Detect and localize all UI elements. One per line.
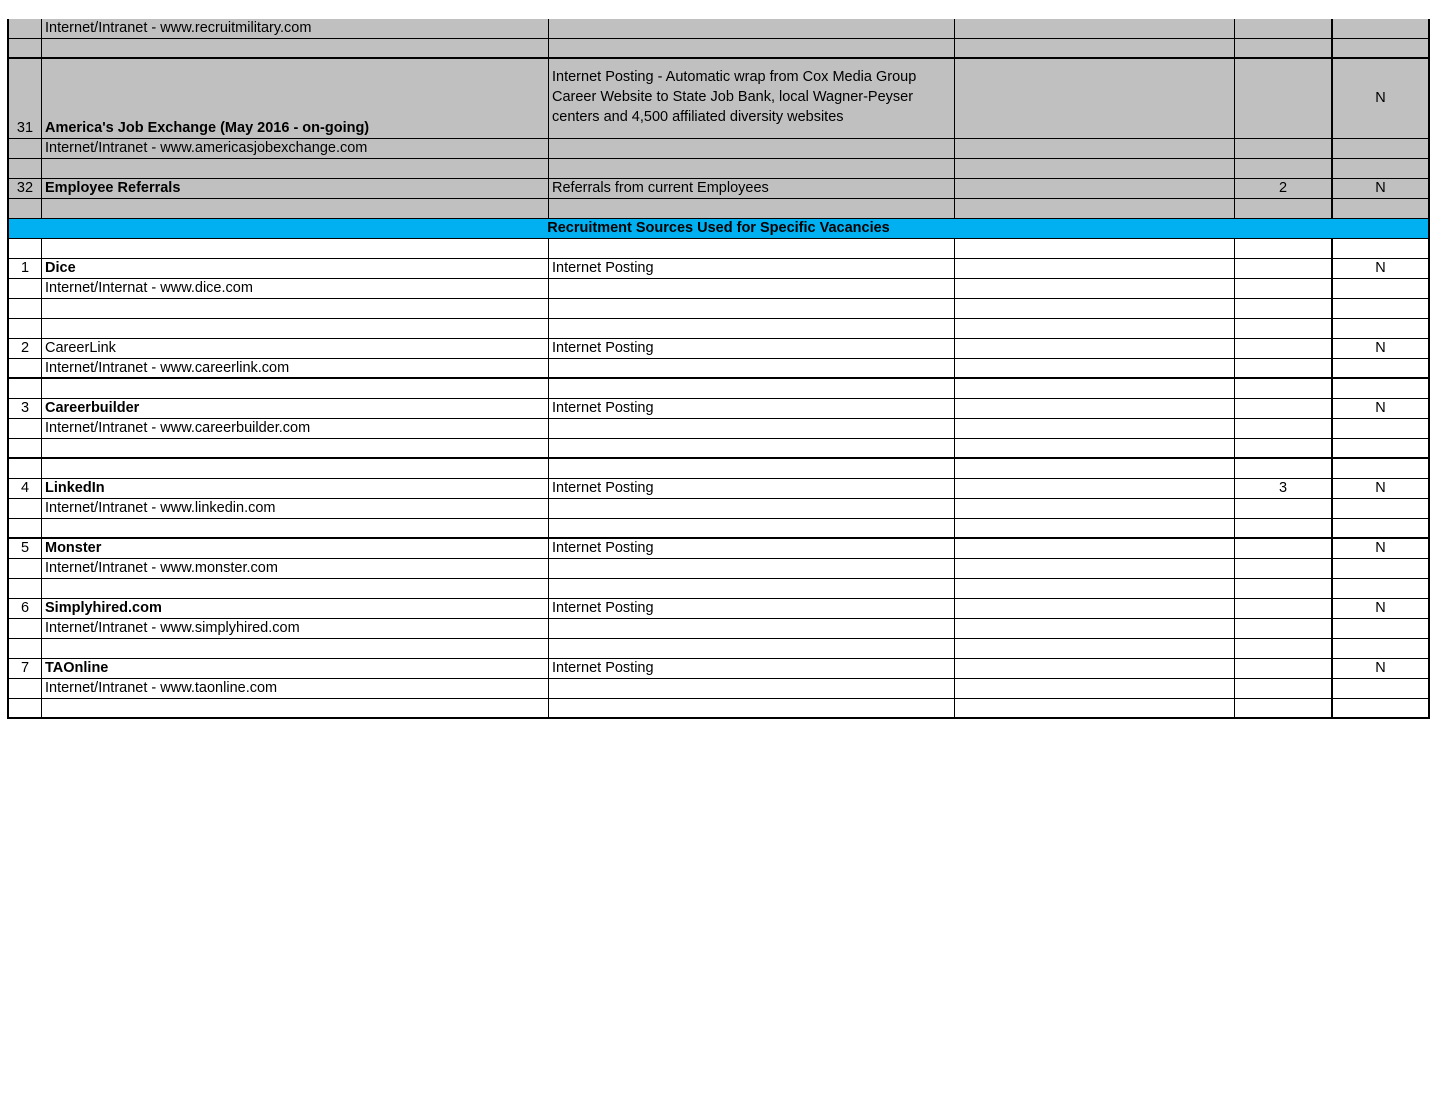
description-cell: Internet Posting xyxy=(549,599,955,618)
table-row xyxy=(7,279,1430,299)
description-cell xyxy=(549,459,955,478)
description-cell xyxy=(549,159,955,178)
table-row xyxy=(7,579,1430,599)
notes-cell xyxy=(955,539,1235,558)
description-cell xyxy=(549,419,955,438)
source-cell: Internet/Intranet - www.careerlink.com xyxy=(42,359,549,377)
table-row xyxy=(7,499,1430,519)
flag-cell xyxy=(1333,39,1430,57)
source-cell: TAOnline xyxy=(42,659,549,678)
source-cell: Internet/Internat - www.dice.com xyxy=(42,279,549,298)
count-cell xyxy=(1235,279,1333,298)
count-cell xyxy=(1235,39,1333,57)
section-banner-title: Recruitment Sources Used for Specific Vacancies xyxy=(7,219,1430,238)
source-cell: America's Job Exchange (May 2016 - on-going) xyxy=(42,59,549,138)
notes-cell xyxy=(955,499,1235,518)
notes-cell xyxy=(955,699,1235,717)
count-cell: 3 xyxy=(1235,479,1333,498)
row-number xyxy=(7,39,42,57)
table-row xyxy=(7,679,1430,699)
description-cell xyxy=(549,199,955,218)
count-cell xyxy=(1235,519,1333,537)
flag-cell xyxy=(1333,559,1430,578)
flag-cell: N xyxy=(1333,599,1430,618)
description-cell: Referrals from current Employees xyxy=(549,179,955,198)
table-row xyxy=(7,559,1430,579)
count-cell xyxy=(1235,399,1333,418)
source-cell: Internet/Intranet - www.simplyhired.com xyxy=(42,619,549,638)
row-number: 31 xyxy=(7,59,42,138)
notes-cell xyxy=(955,139,1235,158)
source-cell: Internet/Intranet - www.americasjobexchange.com xyxy=(42,139,549,158)
flag-cell xyxy=(1333,379,1430,398)
row-number xyxy=(7,379,42,398)
flag-cell xyxy=(1333,279,1430,298)
row-number: 6 xyxy=(7,599,42,618)
source-cell xyxy=(42,519,549,537)
row-number xyxy=(7,639,42,658)
source-cell: Dice xyxy=(42,259,549,278)
source-cell: Employee Referrals xyxy=(42,179,549,198)
count-cell xyxy=(1235,359,1333,377)
count-cell xyxy=(1235,459,1333,478)
row-number: 2 xyxy=(7,339,42,358)
table-row xyxy=(7,299,1430,319)
notes-cell xyxy=(955,479,1235,498)
source-cell: Internet/Intranet - www.linkedin.com xyxy=(42,499,549,518)
flag-cell: N xyxy=(1333,59,1430,138)
table-row xyxy=(7,599,1430,619)
table-row xyxy=(7,459,1430,479)
notes-cell xyxy=(955,639,1235,658)
notes-cell xyxy=(955,199,1235,218)
source-cell: Internet/Intranet - www.recruitmilitary.com xyxy=(42,19,549,38)
count-cell xyxy=(1235,619,1333,638)
table-row xyxy=(7,199,1430,219)
row-number xyxy=(7,439,42,457)
source-cell xyxy=(42,639,549,658)
flag-cell xyxy=(1333,699,1430,717)
count-cell xyxy=(1235,499,1333,518)
flag-cell xyxy=(1333,619,1430,638)
count-cell xyxy=(1235,379,1333,398)
notes-cell xyxy=(955,279,1235,298)
count-cell xyxy=(1235,259,1333,278)
flag-cell xyxy=(1333,579,1430,598)
count-cell xyxy=(1235,139,1333,158)
description-cell xyxy=(549,579,955,598)
row-number xyxy=(7,239,42,258)
description-cell xyxy=(549,299,955,318)
description-cell xyxy=(549,279,955,298)
source-cell: Monster xyxy=(42,539,549,558)
count-cell xyxy=(1235,599,1333,618)
count-cell xyxy=(1235,59,1333,138)
row-number xyxy=(7,559,42,578)
table-row xyxy=(7,479,1430,499)
count-cell xyxy=(1235,659,1333,678)
table-row xyxy=(7,339,1430,359)
description-cell: Internet Posting xyxy=(549,479,955,498)
source-cell xyxy=(42,39,549,57)
flag-cell xyxy=(1333,679,1430,698)
flag-cell xyxy=(1333,499,1430,518)
flag-cell xyxy=(1333,359,1430,377)
table-row xyxy=(7,699,1430,719)
source-cell xyxy=(42,319,549,338)
description-cell xyxy=(549,559,955,578)
notes-cell xyxy=(955,679,1235,698)
notes-cell xyxy=(955,439,1235,457)
flag-cell: N xyxy=(1333,259,1430,278)
source-cell: Internet/Intranet - www.taonline.com xyxy=(42,679,549,698)
count-cell xyxy=(1235,299,1333,318)
description-cell: Internet Posting xyxy=(549,659,955,678)
notes-cell xyxy=(955,319,1235,338)
notes-cell xyxy=(955,659,1235,678)
row-number: 3 xyxy=(7,399,42,418)
notes-cell xyxy=(955,159,1235,178)
flag-cell xyxy=(1333,139,1430,158)
source-cell: Internet/Intranet - www.monster.com xyxy=(42,559,549,578)
source-cell xyxy=(42,239,549,258)
table-row xyxy=(7,399,1430,419)
section-banner xyxy=(7,219,1430,239)
flag-cell: N xyxy=(1333,399,1430,418)
source-cell xyxy=(42,199,549,218)
notes-cell xyxy=(955,179,1235,198)
notes-cell xyxy=(955,559,1235,578)
flag-cell: N xyxy=(1333,659,1430,678)
row-number xyxy=(7,419,42,438)
row-number xyxy=(7,319,42,338)
description-cell xyxy=(549,319,955,338)
count-cell: 2 xyxy=(1235,179,1333,198)
recruitment-sources-table xyxy=(7,19,1430,719)
count-cell xyxy=(1235,679,1333,698)
description-cell: Internet Posting xyxy=(549,339,955,358)
row-number xyxy=(7,699,42,717)
notes-cell xyxy=(955,59,1235,138)
row-number xyxy=(7,159,42,178)
flag-cell xyxy=(1333,639,1430,658)
description-cell xyxy=(549,379,955,398)
table-row xyxy=(7,659,1430,679)
table-row xyxy=(7,139,1430,159)
flag-cell: N xyxy=(1333,339,1430,358)
table-row xyxy=(7,19,1430,39)
count-cell xyxy=(1235,319,1333,338)
flag-cell xyxy=(1333,239,1430,258)
flag-cell xyxy=(1333,19,1430,38)
notes-cell xyxy=(955,619,1235,638)
source-cell: LinkedIn xyxy=(42,479,549,498)
count-cell xyxy=(1235,579,1333,598)
source-cell xyxy=(42,439,549,457)
table-row xyxy=(7,639,1430,659)
table-row xyxy=(7,39,1430,59)
description-cell xyxy=(549,439,955,457)
notes-cell xyxy=(955,19,1235,38)
count-cell xyxy=(1235,419,1333,438)
description-cell xyxy=(549,519,955,537)
source-cell xyxy=(42,379,549,398)
notes-cell xyxy=(955,359,1235,377)
notes-cell xyxy=(955,599,1235,618)
flag-cell xyxy=(1333,459,1430,478)
table-row xyxy=(7,419,1430,439)
row-number xyxy=(7,359,42,377)
row-number xyxy=(7,519,42,537)
description-cell xyxy=(549,699,955,717)
count-cell xyxy=(1235,159,1333,178)
notes-cell xyxy=(955,39,1235,57)
description-cell: Internet Posting xyxy=(549,399,955,418)
notes-cell xyxy=(955,379,1235,398)
row-number xyxy=(7,19,42,38)
source-cell: Careerbuilder xyxy=(42,399,549,418)
description-cell: Internet Posting xyxy=(549,259,955,278)
table-row xyxy=(7,619,1430,639)
source-cell xyxy=(42,699,549,717)
count-cell xyxy=(1235,339,1333,358)
flag-cell: N xyxy=(1333,479,1430,498)
count-cell xyxy=(1235,539,1333,558)
description-cell xyxy=(549,139,955,158)
row-number xyxy=(7,579,42,598)
table-row xyxy=(7,239,1430,259)
notes-cell xyxy=(955,259,1235,278)
notes-cell xyxy=(955,519,1235,537)
flag-cell xyxy=(1333,519,1430,537)
row-number: 5 xyxy=(7,539,42,558)
count-cell xyxy=(1235,559,1333,578)
description-cell xyxy=(549,679,955,698)
flag-cell xyxy=(1333,199,1430,218)
flag-cell xyxy=(1333,299,1430,318)
flag-cell: N xyxy=(1333,179,1430,198)
description-cell: Internet Posting xyxy=(549,539,955,558)
count-cell xyxy=(1235,639,1333,658)
row-number xyxy=(7,679,42,698)
source-cell: Simplyhired.com xyxy=(42,599,549,618)
flag-cell xyxy=(1333,419,1430,438)
flag-cell: N xyxy=(1333,539,1430,558)
description-cell xyxy=(549,359,955,377)
source-cell xyxy=(42,459,549,478)
notes-cell xyxy=(955,459,1235,478)
notes-cell xyxy=(955,579,1235,598)
notes-cell xyxy=(955,299,1235,318)
count-cell xyxy=(1235,19,1333,38)
notes-cell xyxy=(955,239,1235,258)
notes-cell xyxy=(955,399,1235,418)
row-number xyxy=(7,299,42,318)
source-cell xyxy=(42,299,549,318)
table-row xyxy=(7,179,1430,199)
count-cell xyxy=(1235,199,1333,218)
description-cell xyxy=(549,39,955,57)
notes-cell xyxy=(955,339,1235,358)
row-number: 32 xyxy=(7,179,42,198)
description-cell: Internet Posting - Automatic wrap from Cox Media Group Career Website to State Job Bank, local Wagner-Peyser centers and 4,500 affiliated diversity websites xyxy=(549,59,955,138)
table-row xyxy=(7,259,1430,279)
row-number xyxy=(7,279,42,298)
table-row xyxy=(7,539,1430,559)
table-row xyxy=(7,359,1430,379)
row-number xyxy=(7,459,42,478)
row-number: 4 xyxy=(7,479,42,498)
table-row xyxy=(7,379,1430,399)
description-cell xyxy=(549,499,955,518)
source-cell xyxy=(42,579,549,598)
table-row xyxy=(7,519,1430,539)
description-cell xyxy=(549,239,955,258)
notes-cell xyxy=(955,419,1235,438)
row-number: 7 xyxy=(7,659,42,678)
source-cell: Internet/Intranet - www.careerbuilder.com xyxy=(42,419,549,438)
source-cell xyxy=(42,159,549,178)
source-cell: CareerLink xyxy=(42,339,549,358)
count-cell xyxy=(1235,239,1333,258)
table-row xyxy=(7,159,1430,179)
table-row xyxy=(7,439,1430,459)
flag-cell xyxy=(1333,439,1430,457)
description-cell xyxy=(549,619,955,638)
count-cell xyxy=(1235,439,1333,457)
table-row xyxy=(7,59,1430,139)
row-number xyxy=(7,499,42,518)
row-number xyxy=(7,199,42,218)
row-number: 1 xyxy=(7,259,42,278)
flag-cell xyxy=(1333,319,1430,338)
table-row xyxy=(7,319,1430,339)
description-cell xyxy=(549,19,955,38)
flag-cell xyxy=(1333,159,1430,178)
description-cell xyxy=(549,639,955,658)
count-cell xyxy=(1235,699,1333,717)
row-number xyxy=(7,139,42,158)
row-number xyxy=(7,619,42,638)
